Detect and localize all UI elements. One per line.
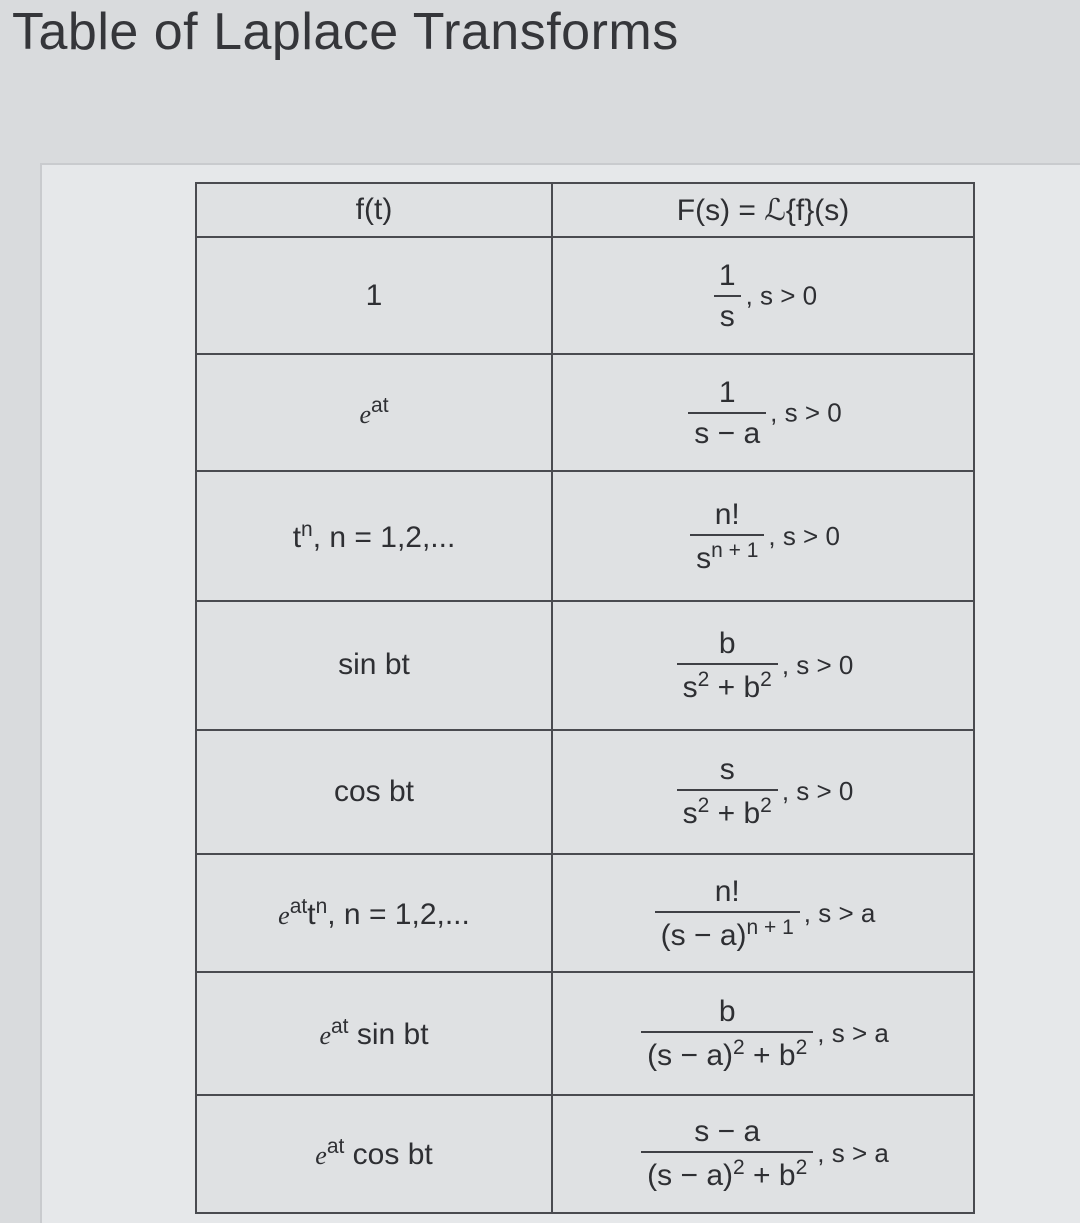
- numerator: s − a: [694, 1115, 761, 1149]
- ft-cell: [196, 1095, 552, 1213]
- ft-cell: [196, 730, 552, 854]
- table-row: [196, 1095, 974, 1213]
- page-title: Table of Laplace Transforms: [12, 3, 679, 61]
- numerator: 1: [718, 258, 736, 292]
- exponent: at: [326, 1135, 345, 1159]
- numerator: n!: [714, 497, 740, 531]
- ft-cell: [196, 237, 552, 354]
- exp-e: e: [319, 1020, 331, 1050]
- numerator: 1: [718, 375, 736, 409]
- Fs-cell: [552, 237, 974, 354]
- den-exp-a: 2: [697, 667, 710, 691]
- den-exp-b: 2: [795, 1156, 808, 1180]
- denominator: s: [714, 295, 741, 333]
- exp-e: e: [278, 900, 290, 930]
- numerator: n!: [714, 874, 740, 908]
- Fs-cell: [552, 1095, 974, 1213]
- exponent: n: [301, 517, 313, 541]
- table-row: [196, 601, 974, 729]
- fraction: [677, 627, 778, 704]
- condition: , s > 0: [781, 776, 854, 807]
- ft-base: sin bt: [338, 648, 410, 682]
- fraction: [713, 259, 742, 333]
- laplace-table: [195, 182, 975, 1214]
- Fs-cell: [552, 854, 974, 972]
- numerator: s: [719, 753, 735, 787]
- den-exponent: n + 1: [711, 538, 759, 562]
- den-term-b: + b: [744, 1038, 796, 1072]
- numerator: b: [718, 994, 736, 1028]
- den-base: (s − a): [660, 918, 747, 952]
- denominator: [641, 1151, 813, 1192]
- den-exp-b: 2: [760, 667, 772, 691]
- denominator: [677, 663, 778, 704]
- den-term-b: + b: [709, 797, 761, 831]
- ft-base: t: [307, 897, 316, 931]
- numerator: b: [718, 626, 736, 660]
- denominator: [641, 1031, 813, 1072]
- header-ft: f(t): [196, 183, 552, 237]
- condition: , s > 0: [768, 520, 840, 551]
- table-row: [196, 972, 974, 1094]
- ft-cell: [196, 354, 552, 470]
- condition: , s > a: [803, 897, 876, 928]
- den-exp-b: 2: [795, 1035, 808, 1059]
- exp-e: e: [315, 1141, 327, 1171]
- fraction: [688, 376, 766, 450]
- table-row: [196, 354, 974, 470]
- fraction: [690, 498, 764, 575]
- table-row: [196, 854, 974, 972]
- exponent: at: [330, 1014, 349, 1038]
- Fs-cell: [552, 601, 974, 729]
- denominator: [677, 789, 778, 830]
- exponent: at: [289, 894, 308, 918]
- ft-base: t: [292, 520, 302, 554]
- den-term-a: s: [682, 670, 698, 704]
- fraction: [677, 753, 778, 830]
- denominator: s − a: [688, 412, 766, 450]
- exponent-2: n: [315, 894, 328, 918]
- den-exp-a: 2: [733, 1156, 745, 1180]
- header-Fs: F(s) = ℒ{f}(s): [552, 183, 974, 237]
- ft-base: cos bt: [333, 774, 415, 808]
- fraction: [641, 995, 813, 1072]
- table-row: [196, 730, 974, 854]
- Fs-cell: [552, 972, 974, 1094]
- denominator: [690, 534, 764, 575]
- condition: , s > 0: [745, 280, 818, 311]
- ft-rest: , n = 1,2,...: [312, 520, 456, 554]
- fraction: [641, 1115, 813, 1192]
- condition: , s > 0: [770, 397, 842, 428]
- den-term-b: + b: [744, 1159, 796, 1193]
- ft-rest: sin bt: [348, 1017, 429, 1051]
- condition: , s > a: [817, 1017, 889, 1048]
- ft-rest: , n = 1,2,...: [327, 897, 470, 931]
- denominator: [655, 911, 800, 952]
- ft-cell: [196, 601, 552, 729]
- ft-cell: [196, 854, 552, 972]
- den-term-a: (s − a): [647, 1038, 734, 1072]
- exponent: at: [371, 394, 389, 418]
- ft-cell: [196, 471, 552, 601]
- den-term-a: (s − a): [647, 1159, 734, 1193]
- condition: , s > 0: [781, 649, 854, 680]
- ft-base: 1: [365, 278, 383, 312]
- den-exp-a: 2: [733, 1035, 745, 1059]
- Fs-cell: [552, 471, 974, 601]
- den-exponent: n + 1: [746, 915, 794, 939]
- Fs-cell: [552, 730, 974, 854]
- den-term-b: + b: [709, 670, 761, 704]
- table-row: [196, 237, 974, 354]
- ft-cell: [196, 972, 552, 1094]
- table-row: [196, 471, 974, 601]
- exp-e: e: [359, 400, 372, 430]
- den-exp-a: 2: [697, 794, 710, 818]
- Fs-cell: [552, 354, 974, 470]
- condition: , s > a: [817, 1138, 889, 1169]
- header-row: [196, 183, 974, 237]
- den-exp-b: 2: [760, 794, 772, 818]
- fraction: [655, 875, 800, 952]
- ft-rest: cos bt: [344, 1138, 433, 1172]
- den-base: s: [696, 541, 712, 575]
- den-term-a: s: [682, 797, 698, 831]
